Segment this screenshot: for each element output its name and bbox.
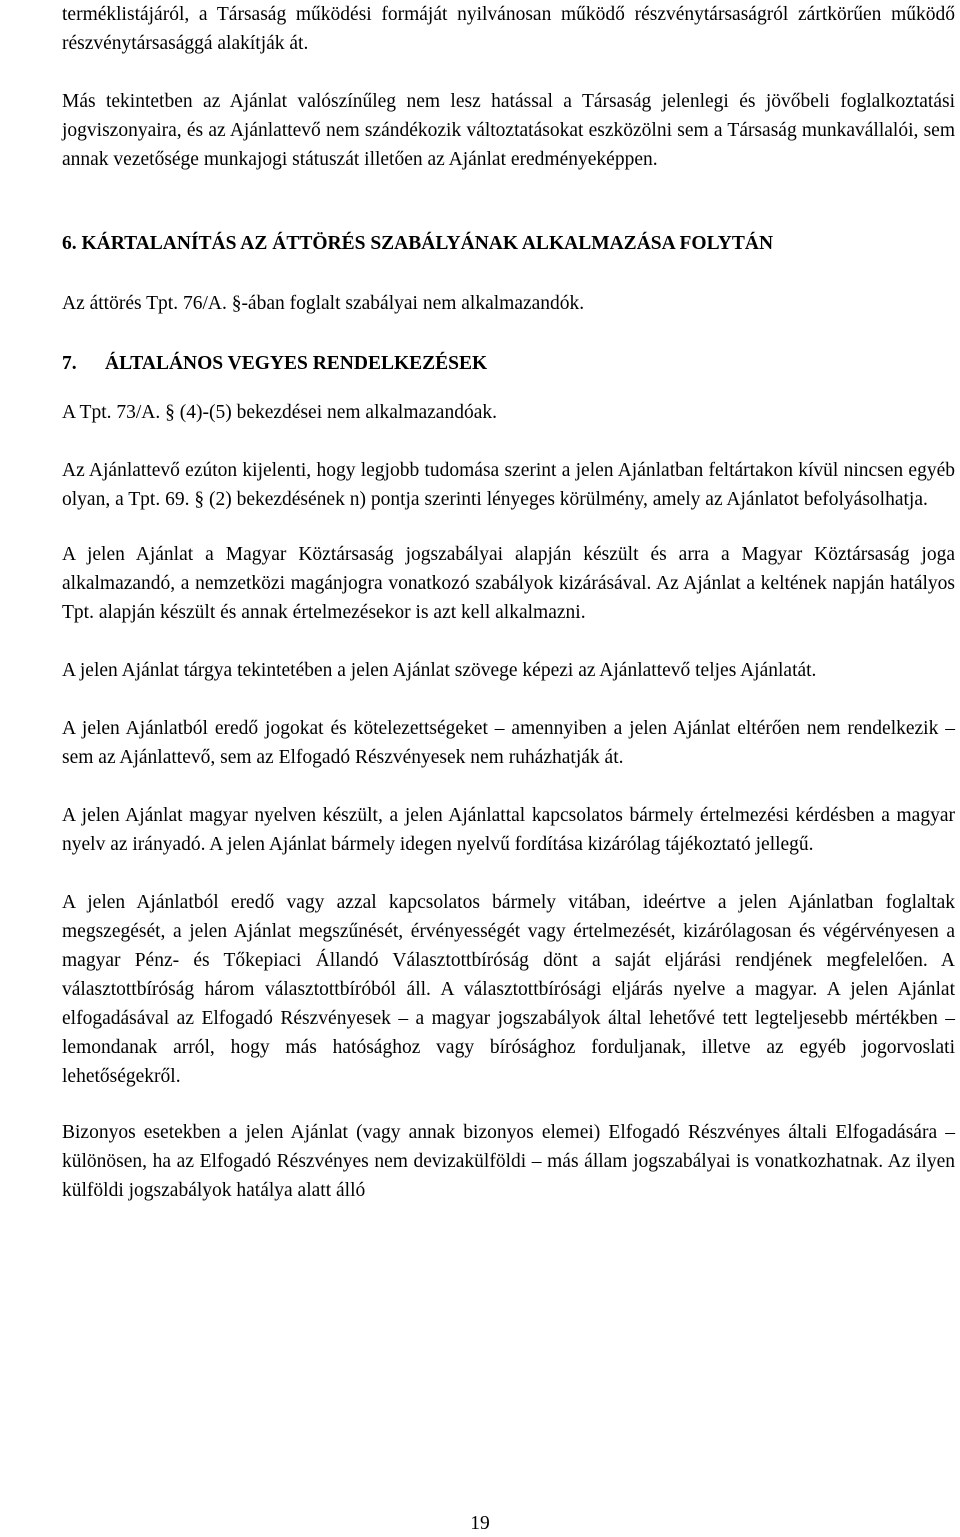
section-6-body: Az áttörés Tpt. 76/A. §-ában foglalt szabályai nem alkalmazandók. (62, 293, 585, 314)
page-number: 19 (470, 1513, 490, 1534)
paragraph-governing-law: A jelen Ajánlat a Magyar Köztársaság jogszabályai alapján készült és arra a Magyar Köztársaság joga alkalmazandó, a nemzetközi magánjogra vonatkozó szabályok kizárásával. Az Ajánlat a keltének napján hatályos Tpt. alapján készült és annak értelmezésekor is azt kell alkalmazni. (62, 544, 955, 623)
paragraph-dispute-resolution: A jelen Ajánlatból eredő vagy azzal kapcsolatos bármely vitában, ideértve a jelen Ajánlatban foglaltak megszegését, a jelen Ajánlat megszűnését, érvényességét vagy értelmezését, kizárólagosan és végérvényesen a magyar Pénz- és Tőkepiaci Állandó Választottbíróság dönt a saját eljárási rendjének megfelelően. A választottbíróság három választottbíróból áll. A választottbírósági eljárás nyelve a magyar. A jelen Ajánlat elfogadásával az Elfogadó Részvényesek – a magyar jogszabályok által lehetővé tett legteljesebb mértékben – lemondanak arról, hogy más hatósághoz vagy bírósághoz forduljanak, illetve az egyéb jogorvoslati lehetőségekről. (62, 892, 955, 1087)
section-6-number: 6. (62, 233, 77, 254)
section-7-heading (62, 347, 955, 378)
section-7-body-tpt: A Tpt. 73/A. § (4)-(5) bekezdései nem alkalmazandóak. (62, 402, 497, 423)
section-6-title: KÁRTALANÍTÁS AZ ÁTTÖRÉS SZABÁLYÁNAK ALKALMAZÁSA FOLYTÁN (81, 233, 774, 254)
paragraph-language: A jelen Ajánlat magyar nyelven készült, a jelen Ajánlattal kapcsolatos bármely értelmezési kérdésben a magyar nyelv az irányadó. A jelen Ajánlat bármely idegen nyelvű fordítása kizárólag tájékoztató jellegű. (62, 805, 955, 855)
paragraph-foreign-law: Bizonyos esetekben a jelen Ajánlat (vagy annak bizonyos elemei) Elfogadó Részvényes általi Elfogadására – különösen, ha az Elfogadó Részvényes nem devizakülföldi – más állam jogszabályai is vonatkozhatnak. Az ilyen külföldi jogszabályok hatálya alatt álló (62, 1122, 955, 1201)
section-7-number: 7. (62, 353, 77, 374)
paragraph-offer-subject: A jelen Ajánlat tárgya tekintetében a jelen Ajánlat szövege képezi az Ajánlattevő teljes Ajánlatát. (62, 660, 817, 681)
section-7-title: ÁLTALÁNOS VEGYES RENDELKEZÉSEK (105, 353, 488, 374)
section-6-heading (62, 229, 955, 258)
section-7-body-declaration: Az Ajánlattevő ezúton kijelenti, hogy legjobb tudomása szerint a jelen Ajánlatban feltártakon kívül nincsen egyéb olyan, a Tpt. 69. § (2) bekezdésének n) pontja szerinti lényeges körülmény, amely az Ajánlatot befolyásolhatja. (62, 460, 955, 510)
document-page (62, 0, 955, 1205)
paragraph-employment-continued: terméklistájáról, a Társaság működési formáját nyilvánosan működő részvénytársaságról zártkörűen működő részvénytársasággá alakítják át. (62, 4, 955, 54)
paragraph-employment: Más tekintetben az Ajánlat valószínűleg nem lesz hatással a Társaság jelenlegi és jövőbeli foglalkoztatási jogviszonyaira, és az Ajánlattevő nem szándékozik változtatásokat eszközölni sem a Társaság munkavállalói, sem annak vezetősége munkajogi státuszát illetően az Ajánlat eredményeképpen. (62, 91, 955, 170)
paragraph-rights-transfer: A jelen Ajánlatból eredő jogokat és kötelezettségeket – amennyiben a jelen Ajánlat eltérően nem rendelkezik – sem az Ajánlattevő, sem az Elfogadó Részvényesek nem ruházhatják át. (62, 718, 955, 768)
